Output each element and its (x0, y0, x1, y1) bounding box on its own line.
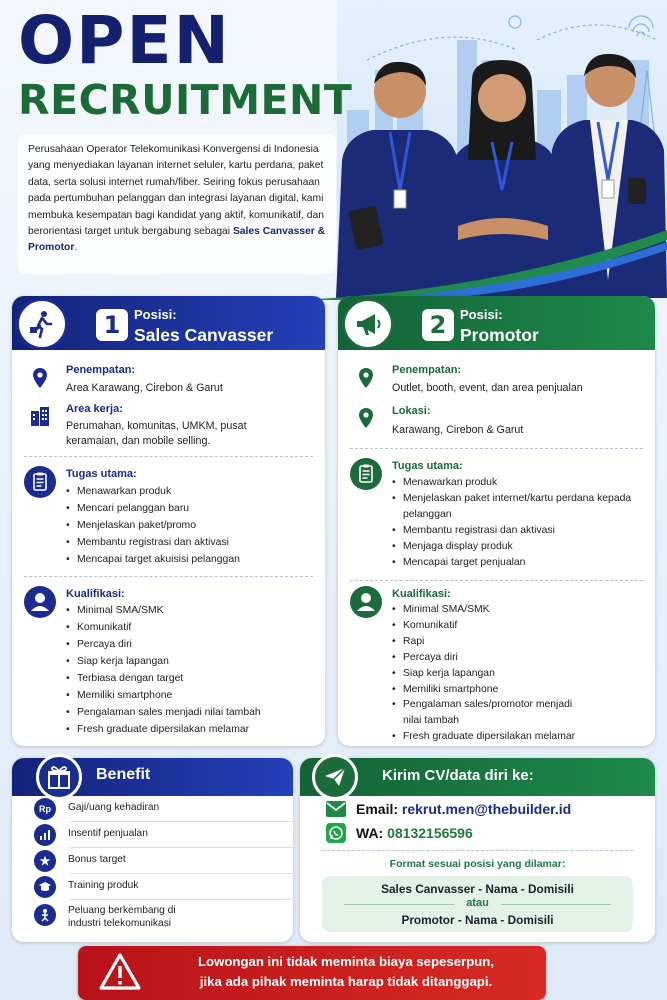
benefit-item (34, 796, 294, 822)
warning-line-1: Lowongan ini tidak meminta biaya sepeserpun, (197, 954, 495, 969)
benefit-text: Training produk (68, 880, 139, 891)
list-item: • Memiliki smartphone (392, 682, 592, 698)
section-divider (24, 456, 313, 457)
whatsapp-icon (326, 823, 346, 843)
benefit-item (34, 874, 294, 900)
format-sales: Sales Canvasser - Nama - Domisili (381, 882, 574, 896)
email-icon (326, 801, 346, 817)
list-item: • Minimal SMA/SMK (66, 602, 261, 619)
gift-icon (36, 754, 82, 800)
warning-text (156, 952, 536, 992)
hero-section (0, 0, 667, 300)
list-item: • Komunikatif (392, 618, 592, 634)
green-wave-decoration (300, 220, 667, 300)
benefit-title: Benefit (96, 766, 151, 783)
list-item: • Menawarkan produk (66, 483, 240, 500)
list-item: • Menawarkan produk (392, 475, 632, 491)
position-card-sales-canvasser (12, 296, 325, 746)
row-divider (70, 899, 294, 900)
tasks-title: Tugas utama: (392, 460, 463, 472)
position-label: Posisi: (134, 307, 177, 322)
list-item: • Percaya diri (66, 636, 261, 653)
or-line (501, 904, 611, 905)
location-pin-icon (24, 362, 56, 394)
card-header (338, 296, 655, 350)
or-line (344, 904, 454, 905)
list-item: • Mencari pelanggan baru (66, 500, 240, 517)
list-item: • Rapi (392, 634, 592, 650)
position-name: Sales Canvasser (134, 325, 274, 345)
placement-title: Penempatan: (392, 364, 462, 376)
format-promotor: Promotor - Nama - Domisili (401, 913, 554, 927)
warning-line-2: jika ada pihak meminta harap tidak ditanggapi. (199, 974, 493, 989)
title-recruitment: RECRUITMENT (18, 76, 353, 124)
list-item: • Fresh graduate dipersilakan melamar (392, 729, 592, 745)
position-number: 2 (422, 309, 454, 341)
clipboard-icon (24, 466, 56, 498)
star-icon: ★ (34, 850, 56, 872)
list-item: • Menjaga display produk (392, 539, 632, 555)
send-cv-title: Kirim CV/data diri ke: (382, 767, 534, 784)
location-text: Karawang, Cirebon & Garut (392, 424, 524, 436)
qualification-list (392, 602, 592, 745)
list-item: • Membantu registrasi dan aktivasi (66, 534, 240, 551)
warning-banner (78, 946, 546, 1000)
person-icon (24, 586, 56, 618)
benefit-text: Bonus target (68, 854, 126, 865)
intro-text-end: . (74, 242, 78, 254)
area-text: Perumahan, komunitas, UMKM, pusat keramaian, dan mobile selling. (66, 420, 247, 447)
list-item: • Membantu registrasi dan aktivasi (392, 523, 632, 539)
placement-text: Area Karawang, Cirebon & Garut (66, 382, 223, 394)
rupiah-icon: Rp (34, 798, 56, 820)
send-cv-header (300, 758, 655, 796)
person-icon (350, 586, 382, 618)
benefit-header (12, 758, 293, 796)
email-link[interactable]: rekrut.men@thebuilder.id (401, 801, 572, 817)
list-item: • Pengalaman sales menjadi nilai tambah (66, 704, 261, 721)
section-divider (350, 448, 643, 449)
tasks-title: Tugas utama: (66, 468, 137, 480)
position-name: Promotor (460, 325, 539, 345)
list-item: • Menjelaskan paket internet/kartu perdana kepada pelanggan (392, 491, 632, 523)
benefit-item (34, 822, 294, 848)
whatsapp-line (356, 825, 473, 841)
card-header (12, 296, 325, 350)
position-label: Posisi: (460, 307, 503, 322)
benefit-item (34, 902, 294, 934)
list-item: • Mencapai target penjualan (392, 555, 632, 571)
placement-text: Outlet, booth, event, dan area penjualan (392, 382, 583, 394)
title-open: OPEN (18, 2, 231, 79)
send-cv-card (300, 758, 655, 942)
list-item: • Minimal SMA/SMK (392, 602, 592, 618)
intro-highlight: Sales Canvasser & Promotor (28, 226, 326, 254)
benefit-text: Peluang berkembang di industri telekomunikasi (68, 905, 176, 929)
list-item: • Fresh graduate dipersilakan melamar (66, 721, 261, 738)
format-or: atau (466, 897, 489, 909)
format-box (322, 876, 633, 932)
walking-person-icon (16, 298, 68, 350)
list-item: • Pengalaman sales/promotor menjadi nilai tambah (392, 697, 592, 729)
dashed-divider (322, 850, 633, 851)
building-icon (24, 400, 56, 432)
position-card-promotor (338, 296, 655, 746)
list-item: • Mencapai target akuisisi pelanggan (66, 551, 240, 568)
whatsapp-label: WA: (356, 825, 384, 841)
list-item: • Percaya diri (392, 650, 592, 666)
format-note: Format sesuai posisi yang dilamar: (389, 858, 566, 870)
list-item: • Siap kerja lapangan (66, 653, 261, 670)
tasks-list (66, 483, 240, 568)
qualification-title: Kualifikasi: (392, 588, 451, 600)
position-number: 1 (96, 309, 128, 341)
benefit-item (34, 848, 294, 874)
list-item: • Terbiasa dengan target (66, 670, 261, 687)
graduation-cap-icon (34, 876, 56, 898)
benefit-text: Insentif penjualan (68, 828, 148, 839)
chart-icon (34, 824, 56, 846)
location-title: Lokasi: (392, 405, 431, 417)
list-item: • Komunikatif (66, 619, 261, 636)
section-divider (350, 580, 643, 581)
placement-title: Penempatan: (66, 364, 136, 376)
location-pin-icon (350, 362, 382, 394)
email-label: Email: (356, 801, 399, 817)
warning-triangle-icon (98, 952, 142, 992)
benefit-card (12, 758, 293, 942)
benefit-text: Gaji/uang kehadiran (68, 802, 160, 813)
megaphone-icon (342, 298, 394, 350)
section-divider (24, 576, 313, 577)
email-line (356, 801, 571, 817)
whatsapp-number[interactable]: 08132156596 (387, 825, 473, 841)
list-item: • Menjelaskan paket/promo (66, 517, 240, 534)
paper-plane-icon (312, 754, 358, 800)
qualification-title: Kualifikasi: (66, 588, 125, 600)
intro-text: Perusahaan Operator Telekomunikasi Konvergensi di Indonesia yang menyediakan layanan internet seluler, kartu perdana, paket data, serta solusi internet rumah/fiber. Seiring fokus perusahaan pada pertumbuhan pelanggan dan integrasi layanan digital, kami membuka kesempatan bagi kandidat yang aktif, komunikatif, dan berorientasi target untuk bergabung sebagai (28, 144, 324, 238)
qualification-list (66, 602, 261, 738)
list-item: • Siap kerja lapangan (392, 666, 592, 682)
tasks-list (392, 475, 632, 570)
location-pin-icon (350, 402, 382, 434)
clipboard-icon (350, 458, 382, 490)
growth-person-icon (34, 904, 56, 926)
area-title: Area kerja: (66, 403, 123, 415)
intro-paragraph (18, 134, 336, 274)
list-item: • Memiliki smartphone (66, 687, 261, 704)
